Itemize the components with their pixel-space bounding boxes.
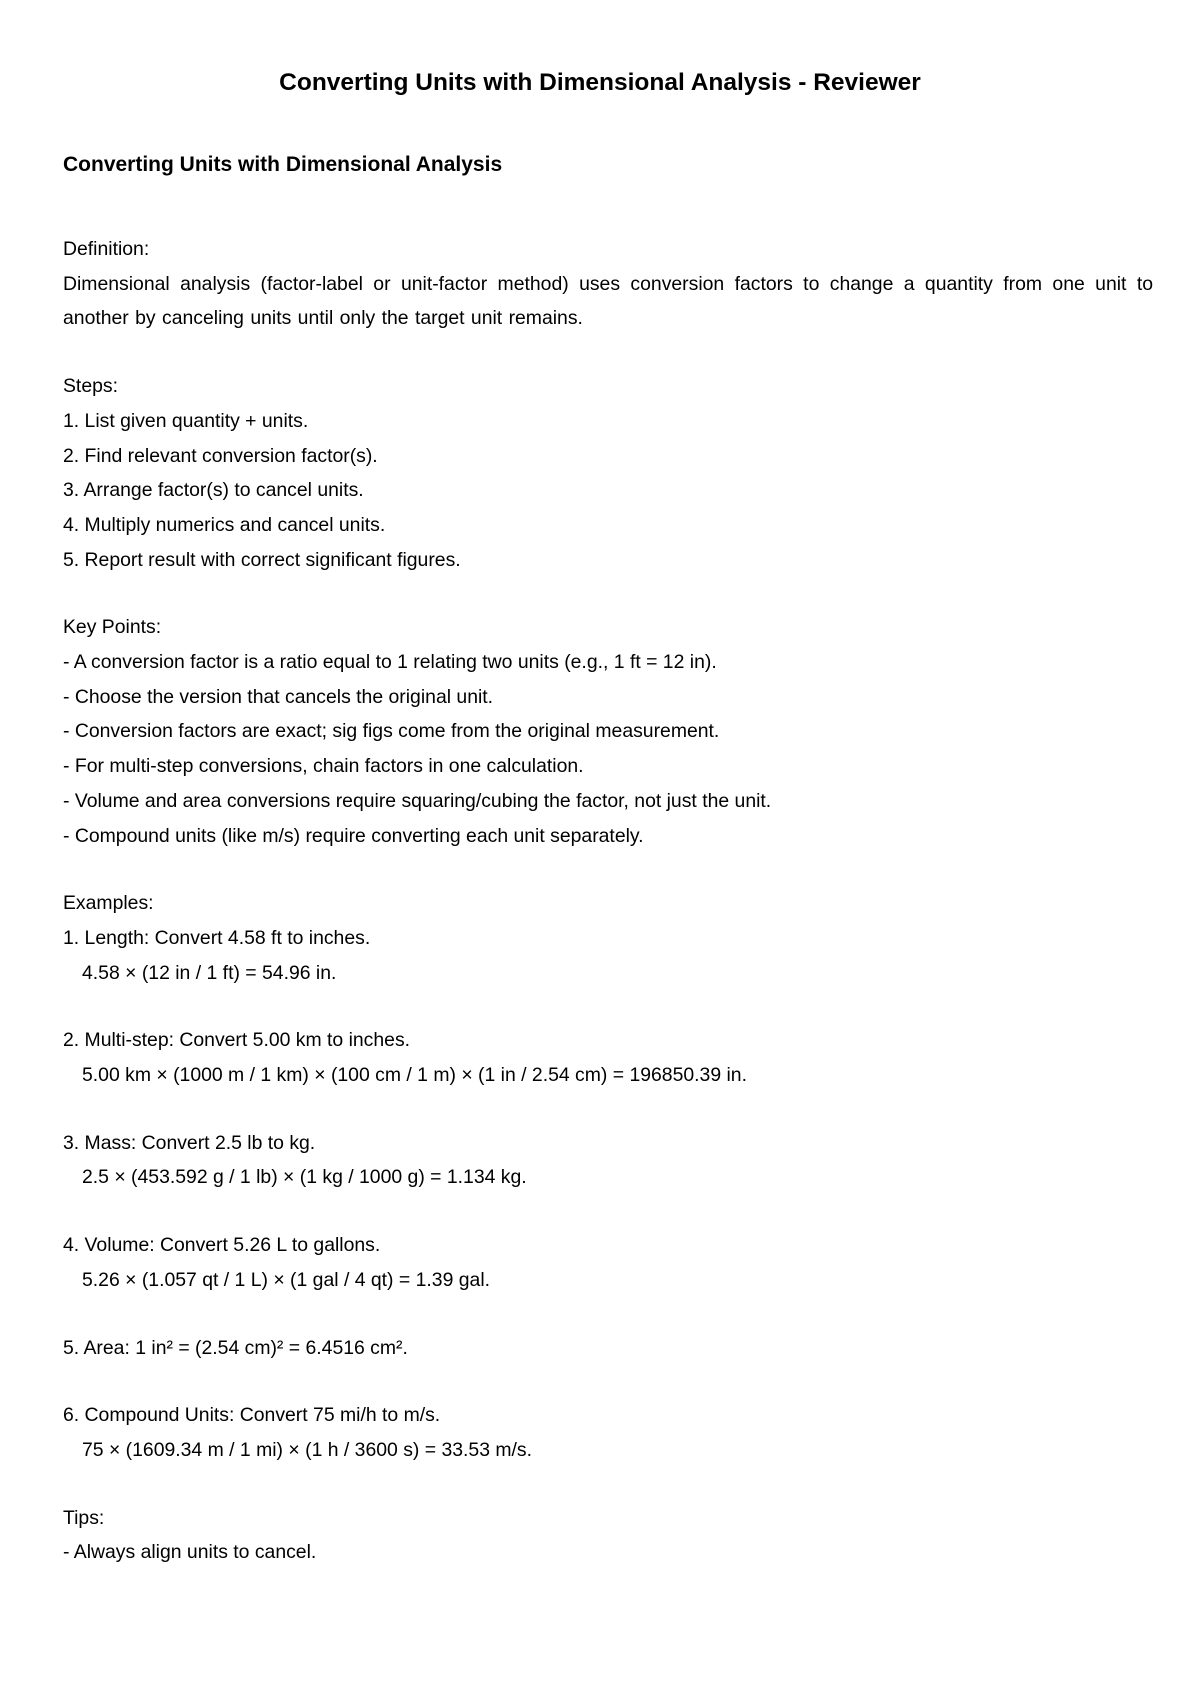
tips-section bbox=[63, 1501, 1153, 1570]
example-calculation: 75 × (1609.34 m / 1 mi) × (1 h / 3600 s) = 33.53 m/s. bbox=[82, 1438, 532, 1461]
steps-heading: Steps: bbox=[63, 375, 118, 398]
step-item: 3. Arrange factor(s) to cancel units. bbox=[63, 479, 364, 502]
definition-text: Dimensional analysis (factor-label or unit-factor method) uses conversion factors to change a quantity from one unit to another by canceling units until only the target unit remains. bbox=[63, 272, 1153, 330]
step-item: 2. Find relevant conversion factor(s). bbox=[63, 444, 378, 467]
key-point-item: - Volume and area conversions require squaring/cubing the factor, not just the unit. bbox=[63, 789, 772, 812]
key-point-item: - Choose the version that cancels the original unit. bbox=[63, 685, 494, 708]
definition-heading: Definition: bbox=[63, 238, 150, 260]
step-item: 5. Report result with correct significant figures. bbox=[63, 548, 461, 571]
example-title: 3. Mass: Convert 2.5 lb to kg. bbox=[63, 1131, 316, 1154]
tip-item: - Always align units to cancel. bbox=[63, 1541, 317, 1564]
example-title: 1. Length: Convert 4.58 ft to inches. bbox=[63, 926, 371, 949]
example-calculation: 2.5 × (453.592 g / 1 lb) × (1 kg / 1000 g) = 1.134 kg. bbox=[82, 1166, 527, 1189]
examples-heading: Examples: bbox=[63, 892, 154, 915]
step-item: 4. Multiply numerics and cancel units. bbox=[63, 513, 386, 536]
example-calculation: 5.00 km × (1000 m / 1 km) × (100 cm / 1 m) × (1 in / 2.54 cm) = 196850.39 in. bbox=[82, 1064, 747, 1087]
document-title: Converting Units with Dimensional Analysis - Reviewer bbox=[279, 69, 921, 96]
example-title: 4. Volume: Convert 5.26 L to gallons. bbox=[63, 1234, 381, 1257]
examples-section bbox=[63, 886, 1153, 1467]
key-point-item: - Compound units (like m/s) require converting each unit separately. bbox=[63, 824, 644, 847]
key-point-item: - Conversion factors are exact; sig figs come from the original measurement. bbox=[63, 720, 720, 743]
section-title: Converting Units with Dimensional Analysis bbox=[63, 153, 503, 176]
key-points-heading: Key Points: bbox=[63, 616, 162, 639]
example-title: 5. Area: 1 in² = (2.54 cm)² = 6.4516 cm². bbox=[63, 1336, 408, 1359]
example-calculation: 5.26 × (1.057 qt / 1 L) × (1 gal / 4 qt) = 1.39 gal. bbox=[82, 1268, 491, 1291]
example-calculation: 4.58 × (12 in / 1 ft) = 54.96 in. bbox=[82, 961, 337, 984]
key-points-section bbox=[63, 610, 1153, 853]
definition-section bbox=[63, 232, 1153, 336]
document-body bbox=[63, 232, 1153, 1570]
steps-section bbox=[63, 369, 1153, 577]
key-point-item: - A conversion factor is a ratio equal to 1 relating two units (e.g., 1 ft = 12 in). bbox=[63, 651, 717, 674]
step-item: 1. List given quantity + units. bbox=[63, 409, 309, 432]
example-title: 6. Compound Units: Convert 75 mi/h to m/s. bbox=[63, 1404, 441, 1427]
tips-heading: Tips: bbox=[63, 1506, 105, 1529]
example-title: 2. Multi-step: Convert 5.00 km to inches. bbox=[63, 1029, 411, 1052]
key-point-item: - For multi-step conversions, chain factors in one calculation. bbox=[63, 755, 584, 778]
